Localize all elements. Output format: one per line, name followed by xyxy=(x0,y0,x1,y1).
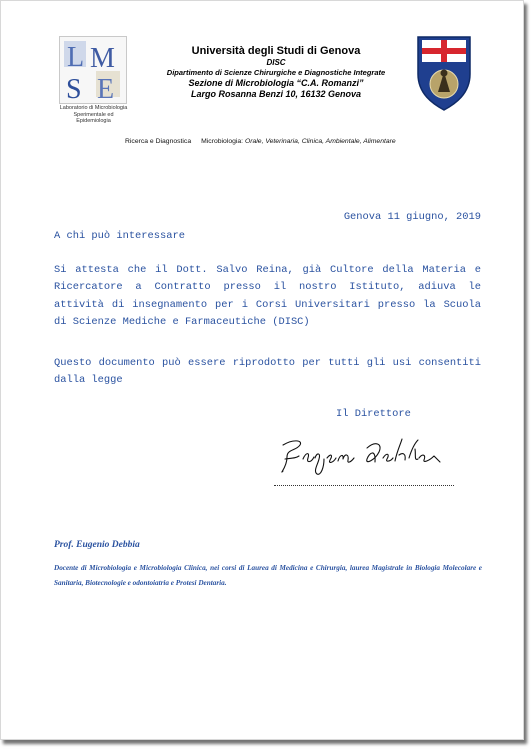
logo-caption-line-2: Sperimentale ed Epidemiologia xyxy=(73,111,114,124)
research-subheader xyxy=(125,138,396,145)
professor-description: Docente di Microbiologia e Microbiologia Clinica, nei corsi di Laurea di Medicina e Chirurgia, laurea Magistrale in Biologia Molecolare e Sanitaria, Biotecnologie e odontoiatria e Protesi Dentaria. xyxy=(54,564,482,587)
lmse-logo-mark xyxy=(59,36,127,104)
subheader-fields: Orale, Veterinaria, Clinica, Ambientale, Alimentare xyxy=(244,138,396,145)
svg-text:S: S xyxy=(66,74,82,103)
salutation: A chi può interessare xyxy=(54,230,185,242)
signature-dotted-line xyxy=(274,485,454,486)
lmse-logo xyxy=(56,36,131,124)
university-crest xyxy=(415,34,473,112)
lmse-logo-caption xyxy=(56,105,131,125)
letter-date: Genova 11 giugno, 2019 xyxy=(343,211,481,223)
closing-title: Il Direttore xyxy=(336,408,411,420)
attestation-paragraph: Si attesta che il Dott. Salvo Reina, già Cultore della Materia e Ricercatore a Contratto presso il nostro Istituto, adiuva le attività di insegnamento per i Corsi Universitari presso la Scuola di Scienze Mediche e Farmaceutiche (DISC) xyxy=(54,264,481,329)
professor-name: Prof. Eugenio Debbia xyxy=(54,540,140,550)
lmse-logo-graphic xyxy=(60,37,126,103)
disc-label: DISC xyxy=(266,58,286,67)
reproduction-paragraph: Questo documento può essere riprodotto per tutti gli usi consentiti dalla legge xyxy=(54,357,481,387)
crest-shield-icon xyxy=(415,34,473,112)
svg-text:M: M xyxy=(90,43,115,74)
subheader-left: Ricerca e Diagnostica xyxy=(125,138,192,145)
letterhead xyxy=(141,45,411,100)
handwritten-signature xyxy=(269,431,454,481)
university-name: Università degli Studi di Genova xyxy=(191,45,361,57)
subheader-prefix: Microbiologia: xyxy=(201,138,245,145)
signature-graphic xyxy=(269,431,454,481)
department-name: Dipartimento di Scienze Chirurgiche e Diagnostiche Integrate xyxy=(166,68,386,77)
logo-caption-line-1: Laboratorio di Microbiologia xyxy=(59,105,128,111)
section-name: Sezione di Microbiologia “C.A. Romanzi” xyxy=(188,78,364,88)
svg-text:E: E xyxy=(97,74,115,103)
address: Largo Rosanna Benzi 10, 16132 Genova xyxy=(190,89,362,99)
svg-text:L: L xyxy=(67,42,85,73)
